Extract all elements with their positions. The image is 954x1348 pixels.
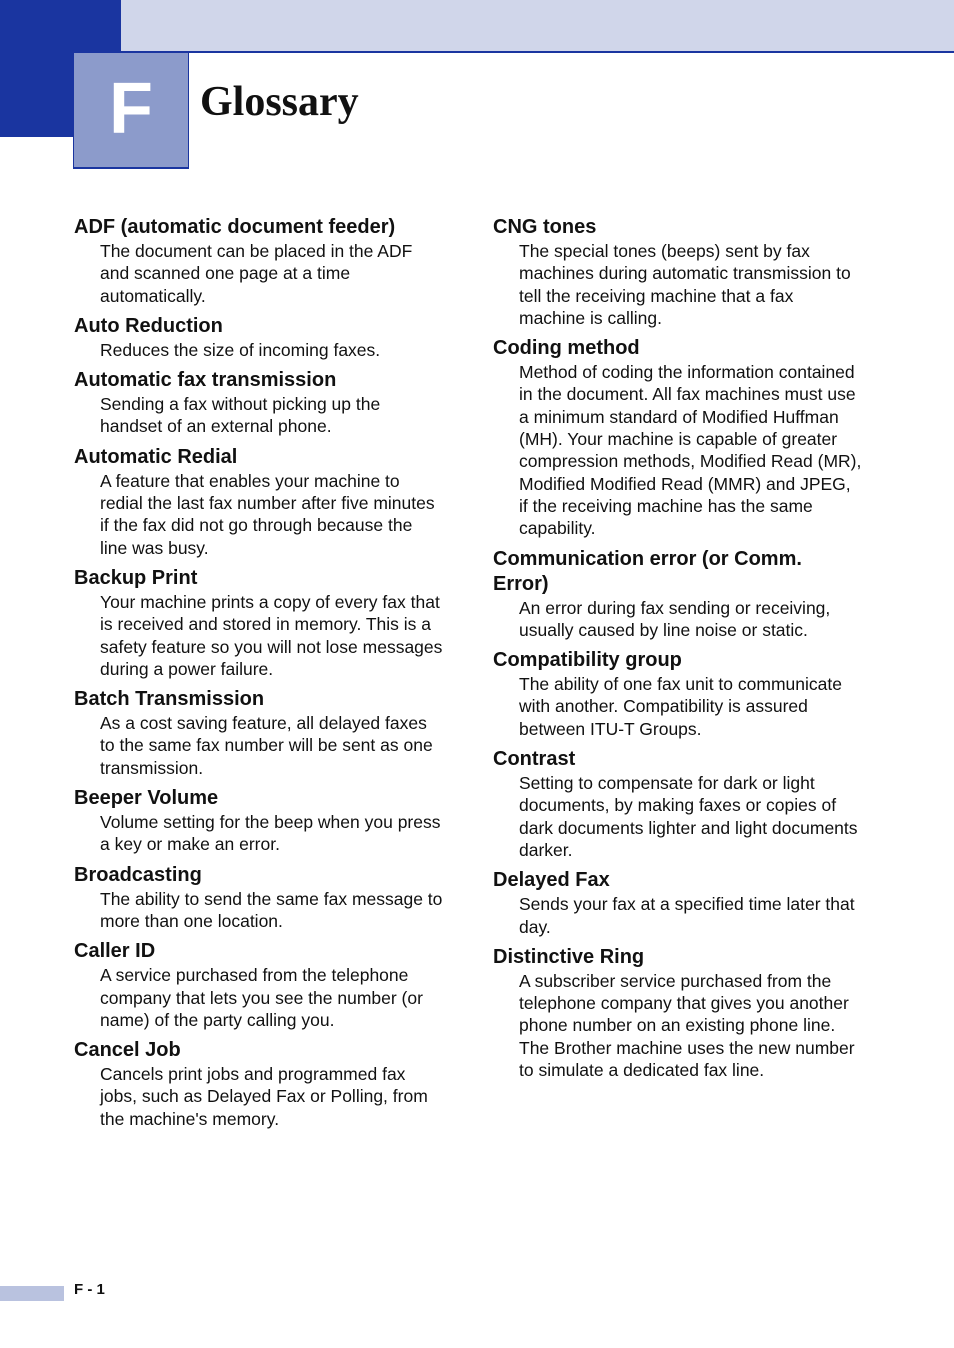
glossary-definition: The ability to send the same fax message to more than one location. [100, 888, 443, 931]
glossary-entry [74, 565, 444, 680]
glossary-term: Contrast [493, 748, 576, 771]
glossary-column-left [74, 214, 444, 1136]
glossary-entry [493, 944, 863, 1081]
glossary-term: Broadcasting [74, 863, 202, 886]
glossary-definition: Sending a fax without picking up the handset of an external phone. [100, 394, 381, 437]
glossary-definition: Volume setting for the beep when you press a key or make an error. [100, 812, 441, 855]
glossary-entry [74, 862, 444, 933]
page-title: Glossary [200, 79, 359, 125]
glossary-term: Delayed Fax [493, 869, 610, 892]
glossary-term: Auto Reduction [74, 314, 223, 337]
glossary-entry [74, 785, 444, 856]
glossary-definition: Reduces the size of incoming faxes. [100, 339, 381, 360]
glossary-term: Distinctive Ring [493, 945, 645, 968]
glossary-definition: An error during fax sending or receiving, usually caused by line noise or static. [519, 597, 831, 640]
glossary-definition: Your machine prints a copy of every fax that is received and stored in memory. This is a safety feature so you will not lose messages during a power failure. [100, 591, 443, 679]
glossary-definition: Cancels print jobs and programmed fax jobs, such as Delayed Fax or Polling, from the machine's memory. [100, 1064, 428, 1129]
glossary-term: Communication error (or Comm. Error) [493, 547, 802, 595]
glossary-definition: Setting to compensate for dark or light documents, by making faxes or copies of dark documents lighter and light documents darker. [519, 773, 858, 860]
glossary-term: CNG tones [493, 216, 597, 238]
glossary-term: Automatic fax transmission [74, 369, 337, 392]
glossary-term: Compatibility group [493, 649, 682, 672]
footer-bar [0, 1286, 64, 1301]
glossary-definition: The document can be placed in the ADF and scanned one page at a time automatically. [100, 241, 413, 306]
glossary-definition: As a cost saving feature, all delayed faxes to the same fax number will be sent as one transmission. [100, 713, 433, 778]
chapter-letter-box: F [73, 53, 189, 169]
glossary-entry [493, 335, 863, 539]
glossary-definition: The ability of one fax unit to communicate with another. Compatibility is assured between ITU-T Groups. [519, 674, 842, 739]
glossary-definition: A subscriber service purchased from the telephone company that gives you another phone number on an existing phone line. The Brother machine uses the new number to simulate a dedicated fax line. [519, 970, 855, 1081]
glossary-definition: The special tones (beeps) sent by fax machines during automatic transmission to tell the receiving machine that a fax machine is calling. [519, 241, 851, 328]
glossary-entry [493, 867, 863, 938]
glossary-term: Backup Print [74, 566, 198, 589]
glossary-term: Cancel Job [74, 1039, 181, 1062]
glossary-definition: Sends your fax at a specified time later that day. [519, 894, 855, 937]
header-rule [121, 51, 954, 53]
glossary-entry [74, 1037, 444, 1130]
glossary-term: Beeper Volume [74, 787, 219, 810]
glossary-entry [493, 546, 863, 642]
glossary-entry [74, 938, 444, 1031]
glossary-definition: A service purchased from the telephone company that lets you see the number (or name) of the party calling you. [100, 965, 423, 1030]
glossary-term: Coding method [493, 337, 640, 360]
glossary-entry [74, 686, 444, 779]
glossary-entry [493, 214, 863, 329]
glossary-term: Caller ID [74, 940, 156, 963]
glossary-term: Batch Transmission [74, 688, 265, 711]
glossary-entry [74, 444, 444, 559]
glossary-column-right [493, 214, 863, 1087]
glossary-entry [74, 214, 444, 307]
glossary-entry [74, 313, 444, 361]
glossary-term: Automatic Redial [74, 445, 238, 468]
header-band [121, 0, 954, 51]
glossary-entry [493, 746, 863, 861]
glossary-entry [493, 647, 863, 740]
glossary-entry [74, 367, 444, 438]
glossary-definition: A feature that enables your machine to redial the last fax number after five minutes if the fax did not go through because the line was busy. [100, 470, 435, 558]
glossary-term: ADF (automatic document feeder) [74, 216, 396, 238]
page-number: F - 1 [74, 1281, 105, 1298]
glossary-definition: Method of coding the information contained in the document. All fax machines must use a minimum standard of Modified Huffman (MH). Your machine is capable of greater compression methods, Modified Read (MR), Modified Modified Read (MMR) and JPEG, if the receiving machine has the same capability. [519, 362, 862, 539]
